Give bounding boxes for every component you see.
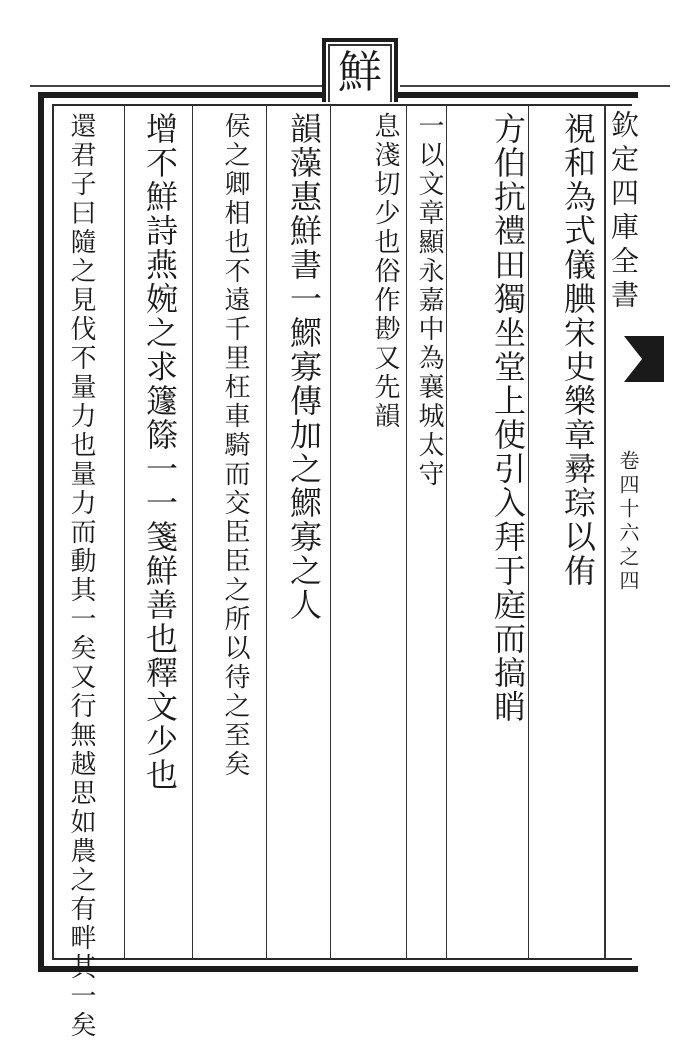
page-border-inner xyxy=(52,104,632,960)
text-column: 視和為式儀腆宋史樂章彛琮以侑 xyxy=(559,112,597,588)
column-rule xyxy=(406,104,407,960)
text-column: 一以文章顯永嘉中為襄城太守 xyxy=(414,112,444,489)
column-rule xyxy=(528,104,529,960)
text-column: 增不鮮詩燕婉之求籧篨一一箋鮮善也釋文少也 xyxy=(141,112,179,792)
column-rule xyxy=(192,104,193,960)
text-column: 韻藻惠鮮書一鰥寡傳加之鰥寡之人 xyxy=(285,112,323,622)
frame-top-rule-left xyxy=(30,85,330,87)
text-column: 息淺切少也俗作尠又先韻 xyxy=(370,112,400,431)
column-rule xyxy=(446,104,447,960)
heading-character: 鮮 xyxy=(338,47,382,98)
column-rule xyxy=(124,104,125,960)
text-column: 方伯抗禮田獨坐堂上使引入拜于庭而搞睄 xyxy=(489,112,527,724)
text-column: 侯之卿相也不遠千里枉車騎而交臣臣之所以待之至矣 xyxy=(220,112,250,779)
column-rule xyxy=(266,104,267,960)
text-column: 還君子曰隨之見伐不量力也量力而動其一矣又行無越思如農之有畔其一矣 xyxy=(66,112,96,1040)
book-title: 欽定四庫全書 xyxy=(607,110,640,314)
column-rule xyxy=(330,104,331,960)
frame-top-rule-right xyxy=(400,85,670,87)
volume-label: 卷四十六之四 xyxy=(616,450,640,594)
